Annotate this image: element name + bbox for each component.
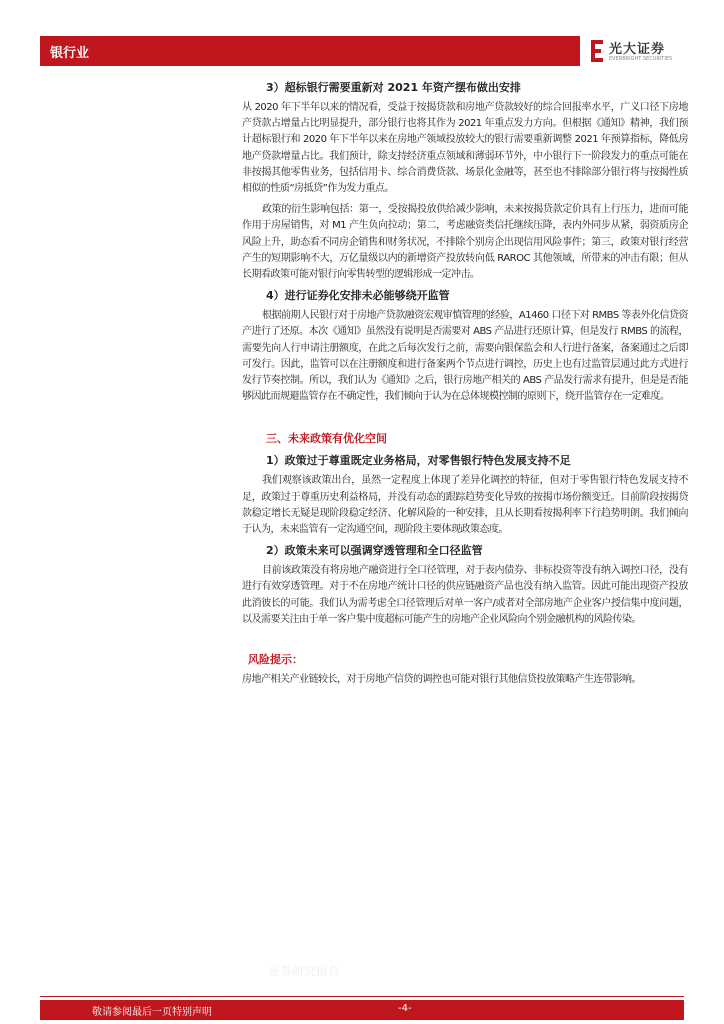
page-number: -4-	[398, 1003, 412, 1014]
watermark: 证券研究报告	[268, 964, 341, 978]
logo-subtext: EVERBRIGHT SECURITIES	[609, 56, 673, 62]
header-bar	[40, 36, 580, 66]
footer-disclaimer: 敬请参阅最后一页特别声明	[92, 1007, 212, 1018]
brand-logo	[589, 36, 689, 66]
subheading-1: 1）政策过于尊重既定业务格局，对零售银行特色发展支持不足	[266, 454, 571, 468]
report-body	[242, 80, 688, 693]
paragraph: 政策的衍生影响包括：第一，受按揭投放供给减少影响，未来按揭贷款定价具有上行压力，进而可能作用于房屋销售，对 M1 产生负向拉动；第二，考虑融资类信托继续压降，表内外同步从紧，弱资质房企风险上升，助态看不同房企销售和财务状况，不排除个别房企出现信用风险事件；第三，政策对银行经营产生的短期影响不大，万亿量级以内的新增资产投放转向低 RAROC 其他领域，所带来的冲击有限；但从长期看政策可能对银行向零售转型的逻辑形成一定冲击。	[242, 204, 688, 281]
subheading-3: 3）超标银行需要重新对 2021 年资产摆布做出安排	[266, 81, 521, 94]
footer-divider	[40, 996, 684, 997]
risk-warning-text: 房地产相关产业链较长，对于房地产信贷的调控也可能对银行其他信贷投放策略产生连带影响。	[242, 674, 641, 686]
paragraph: 根据前期人民银行对于房地产贷款融资宏观审慎管理的经验，A1460 口径下对 RMBS 等表外化信贷资产进行了还原。本次《通知》虽然没有说明是否需要对 ABS 产品进行还原计算，但是发行 RMBS 的流程，需要先向人行申请注册额度，在此之后每次发行之前，需要向银保监会和人行进行备案，备案通过之后即可发行。因此，监管可以在注册额度和进行备案两个节点进行调控，历史上也有过监管层通过此方式进行发行节奏控制。所以，我们认为《通知》之后，银行房地产相关的 ABS 产品发行需求有提升，但是是否能够因此而规避监管存在不确定性，我们倾向于认为在总体规模控制的原则下，绕开监管存在一定难度。	[242, 310, 688, 403]
paragraph: 我们观察该政策出台，虽然一定程度上体现了差异化调控的特征，但对于零售银行特色发展支持不足，政策过于尊重历史利益格局，并没有动态的跟踪趋势变化导致的按揭市场份额变迁。目前阶段按揭贷款稳定增长无疑是现阶段稳定经济、化解风险的一种安排，且从长期看按揭利率下行趋势明朗。我们倾向于认为，未来监管有一定沟通空间，现阶段主要体现政策态度。	[242, 475, 688, 536]
subheading-4: 4）进行证券化安排未必能够绕开监管	[266, 289, 450, 303]
footer-bar	[40, 1000, 684, 1020]
logo-text: 光大证券	[609, 42, 666, 57]
industry-label: 银行业	[50, 46, 90, 61]
subheading-2: 2）政策未来可以强调穿透管理和全口径监管	[266, 544, 483, 558]
section-heading: 三、未来政策有优化空间	[266, 432, 387, 446]
paragraph: 从 2020 年下半年以来的情况看，受益于按揭贷款和房地产贷款较好的综合回报率水平，广义口径下房地产贷款占增量占比明显提升，部分银行也将其作为 2021 年重点发力方向。但根据《通知》精神，我们预计超标银行和 2020 年下半年以来在房地产领域投放较大的银行需要重新调整 2021 年预算指标，降低房地产贷款增量占比。我们预计，除支持经济重点领域和薄弱环节外，中小银行下一阶段发力的重点可能在非按揭其他零售业务，包括信用卡、综合消费贷款、场景化金融等，甚至也不排除部分银行将与按揭性质相似的性质“房抵贷”作为发力重点。	[242, 102, 688, 195]
paragraph: 目前该政策没有将房地产融资进行全口径管理，对于表内债券、非标投资等没有纳入调控口径，没有进行有效穿透管理。对于不在房地产统计口径的供应链融资产品也没有纳入监管。因此可能出现资产投放此消彼长的可能。我们认为需考虑全口径管理后对单一客户/或者对全部房地产企业客户授信集中度问题，以及需要关注由于单一客户集中度超标可能产生的房地产企业风险向个别金融机构的风险传染。	[242, 565, 688, 625]
everbright-logo-icon	[589, 38, 605, 64]
risk-warning-title: 风险提示：	[248, 653, 303, 667]
